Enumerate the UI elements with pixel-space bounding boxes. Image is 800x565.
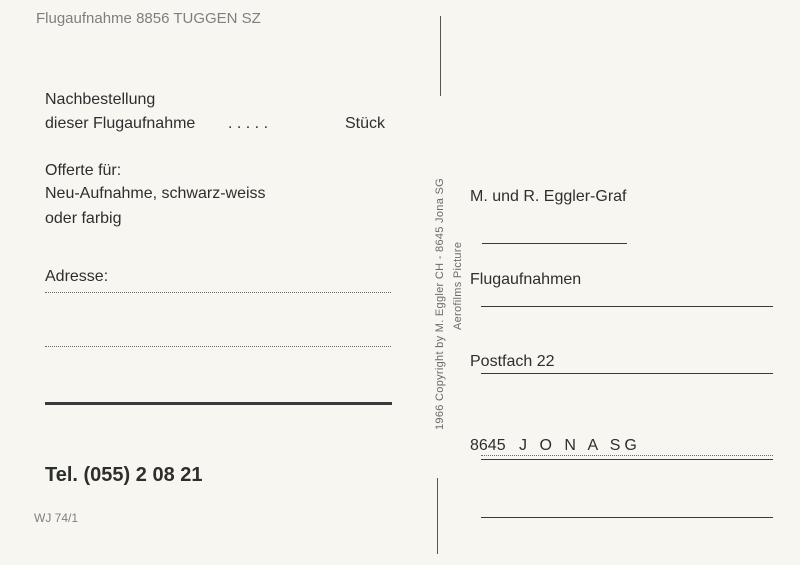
address-label: Adresse: xyxy=(45,268,109,285)
address-line-2 xyxy=(45,346,391,347)
recipient-line-1 xyxy=(482,243,627,244)
order-unit: Stück xyxy=(345,115,386,132)
order-line-1: Nachbestellung xyxy=(45,91,156,108)
copyright-text: 1966 Copyright by M. Eggler CH - 8645 Jona SG xyxy=(434,178,446,430)
order-line-2: dieser Flugaufnahme xyxy=(45,115,196,132)
recipient-postcode: 8645 xyxy=(470,437,506,454)
divider-bottom xyxy=(437,478,438,554)
address-line-3 xyxy=(45,402,392,405)
address-line-1 xyxy=(45,292,391,293)
recipient-line-3: Postfach 22 xyxy=(470,353,555,370)
print-code: WJ 74/1 xyxy=(34,511,79,525)
recipient-name: M. und R. Eggler-Graf xyxy=(470,188,627,205)
recipient-rule-4 xyxy=(481,459,773,460)
postcard-title: Flugaufnahme 8856 TUGGEN SZ xyxy=(36,10,261,27)
recipient-city: J O N A SG xyxy=(519,437,641,454)
recipient-rule-2 xyxy=(481,306,773,307)
recipient-rule-3 xyxy=(481,373,773,374)
order-dots: . . . . . xyxy=(228,115,269,132)
recipient-rule-5 xyxy=(481,517,773,518)
offer-line-1: Offerte für: xyxy=(45,162,122,179)
recipient-line-2: Flugaufnahmen xyxy=(470,271,582,288)
offer-line-3: oder farbig xyxy=(45,210,122,227)
copyright-picture-text: Aerofilms Picture xyxy=(452,241,464,330)
divider-top xyxy=(440,16,441,96)
recipient-dots-4 xyxy=(481,455,773,456)
offer-line-2: Neu-Aufnahme, schwarz-weiss xyxy=(45,185,266,202)
phone-number: Tel. (055) 2 08 21 xyxy=(45,464,203,486)
